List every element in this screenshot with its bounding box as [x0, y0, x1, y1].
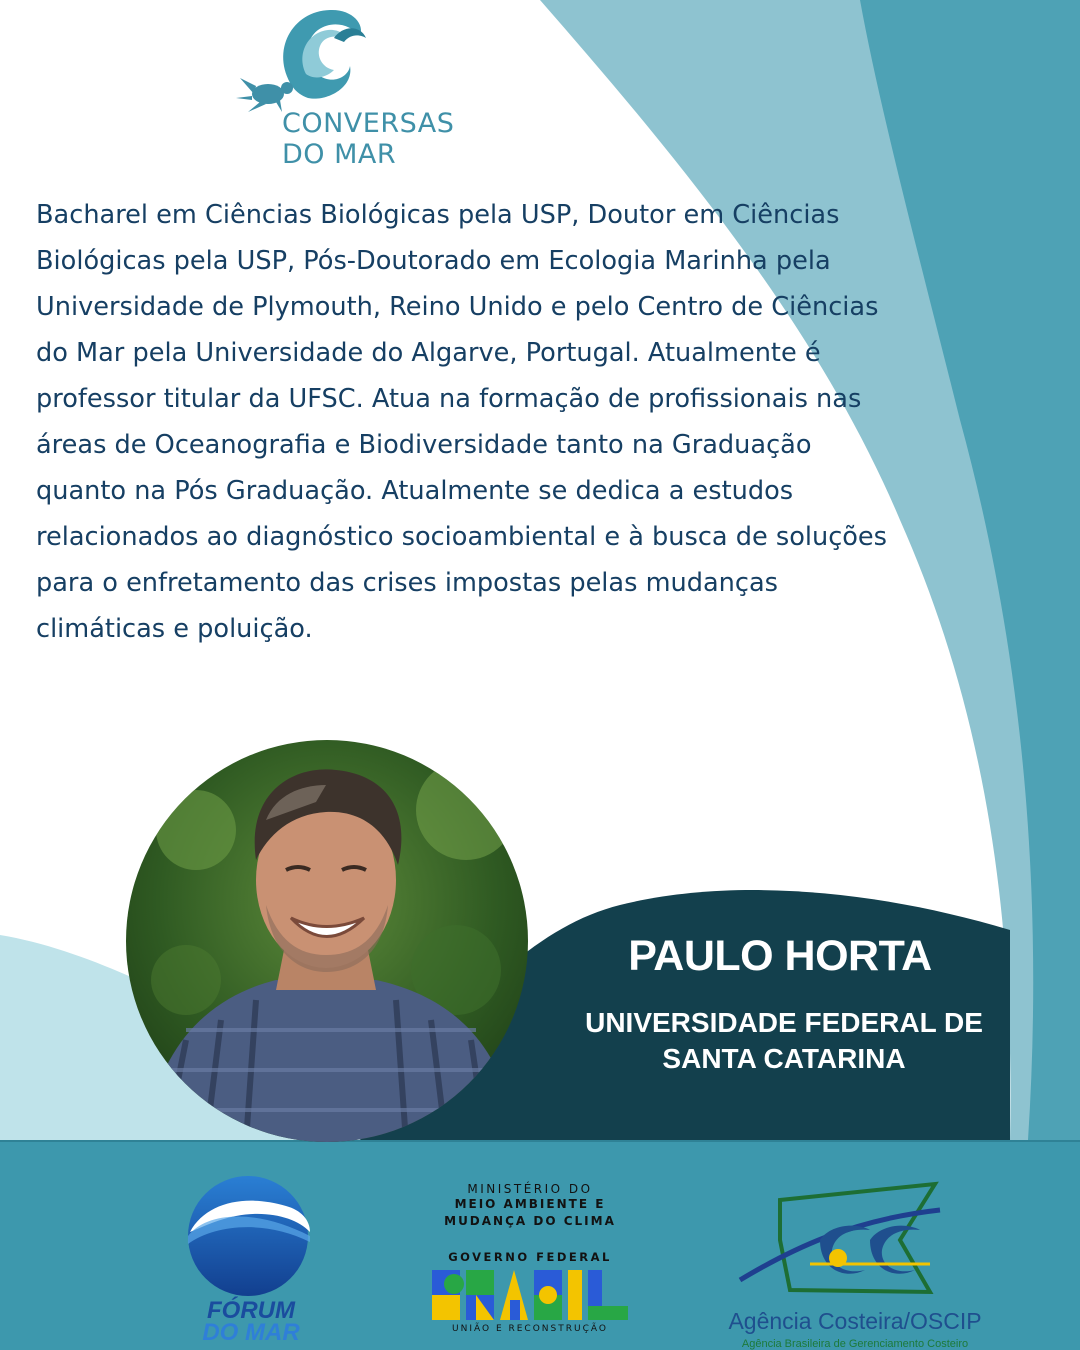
forum-do-mar-logo: [186, 1172, 316, 1350]
tagline: UNIÃO E RECONSTRUÇÃO: [452, 1324, 608, 1334]
turtle-icon: [236, 78, 293, 112]
ministry-line2: MEIO AMBIENTE E: [454, 1197, 606, 1211]
brand-name-line1: CONVERSAS: [282, 108, 455, 139]
agencia-costeira-logo: [720, 1180, 990, 1350]
ministry-line1: MINISTÉRIO DO: [467, 1182, 593, 1196]
ministry-line3: MUDANÇA DO CLIMA: [444, 1214, 616, 1228]
forum-line2: DO MAR: [202, 1319, 300, 1346]
speaker-name: PAULO HORTA: [628, 932, 932, 980]
agencia-emblem-icon: [720, 1180, 990, 1310]
government-label: GOVERNO FEDERAL: [448, 1250, 612, 1264]
ministry-logo: [420, 1182, 640, 1334]
forum-text: [186, 1297, 316, 1346]
agencia-name: Agência Costeira/OSCIP: [728, 1308, 982, 1334]
brand-name: [282, 108, 454, 170]
forum-globe-icon: [186, 1172, 316, 1302]
wave-icon: [283, 10, 366, 99]
speaker-institution: UNIVERSIDADE FEDERAL DE SANTA CATARINA: [585, 1007, 983, 1074]
forum-line1: FÓRUM: [207, 1297, 295, 1324]
speaker-bio: Bacharel em Ciências Biológicas pela USP, Doutor em Ciências Biológicas pela USP, Pós-Doutorado em Ecologia Marinha pela Universidade de Plymouth, Reino Unido e pelo Centro de Ciências do Mar pela Universidade do Algarve, Portugal. Atualmente é professor titular da UFSC. Atua na formação de profissionais nas áreas de Oceanografia e Biodiversidade tanto na Graduação quanto na Pós Graduação. Atualmente se dedica a estudos relacionados ao diagnóstico socioambiental e à busca de soluções para o enfretamento das crises impostas pelas mudanças climáticas e poluição.: [36, 200, 888, 644]
speaker-photo: [126, 740, 528, 1142]
agencia-subtitle: Agência Brasileira de Gerenciamento Costeiro: [741, 1338, 969, 1350]
brasil-wordmark: [432, 1270, 628, 1320]
brand-name-line2: DO MAR: [282, 139, 397, 170]
